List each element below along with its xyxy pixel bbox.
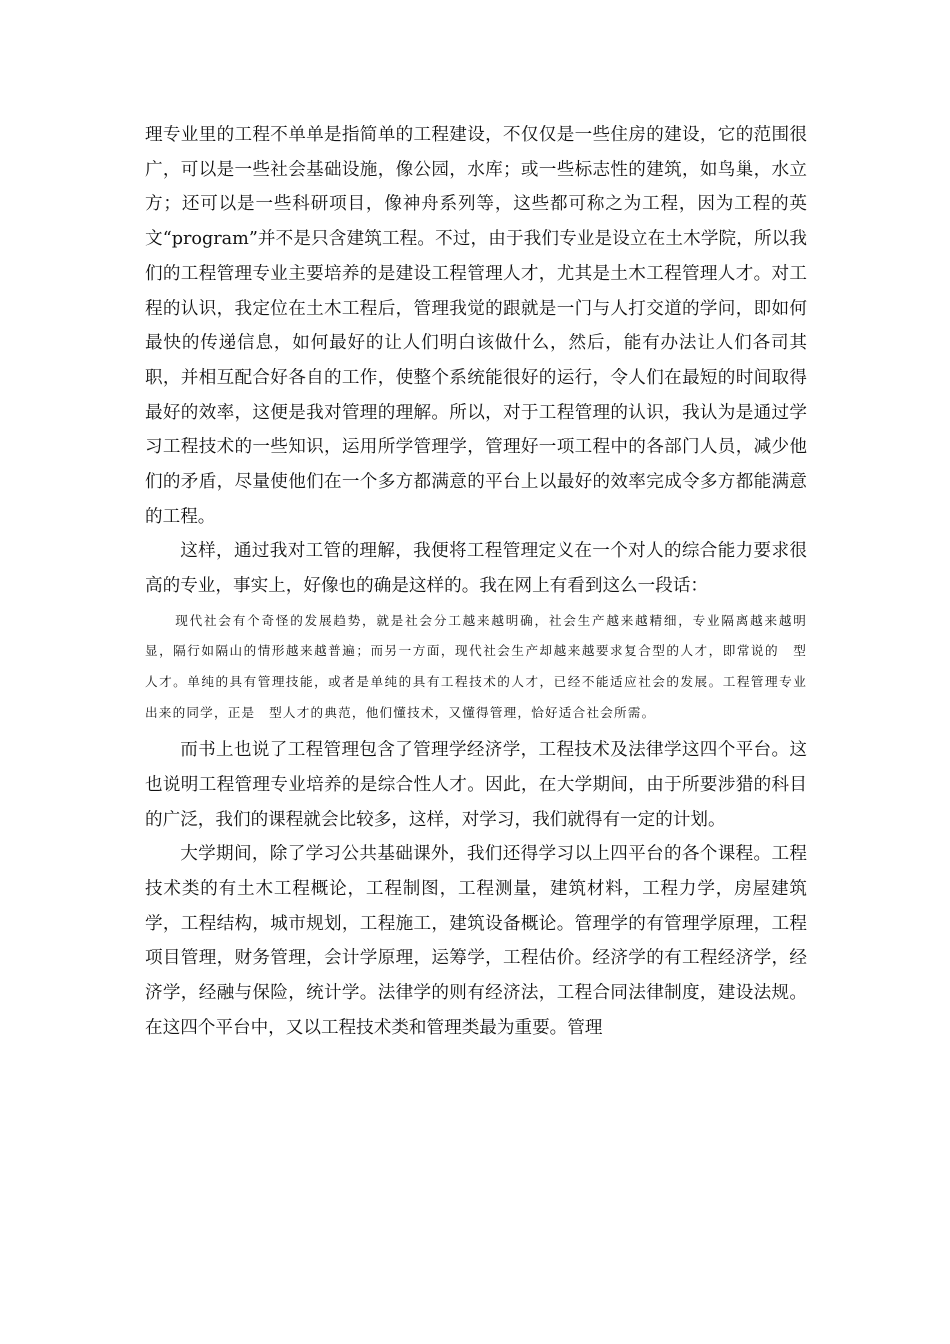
document-body bbox=[145, 118, 807, 1046]
quoted-passage: 现代社会有个奇怪的发展趋势，就是社会分工越来越明确，社会生产越来越精细，专业隔离越来越明显，隔行如隔山的情形越来越普遍；而另一方面，现代社会生产却越来越要求复合型的人才，即常说的 型人才。单纯的具有管理技能，或者是单纯的具有工程技术的人才，已经不能适应社会的发展。工程管理专业出来的同学，正是 型人才的典范，他们懂技术，又懂得管理，恰好适合社会所需。 bbox=[145, 612, 807, 720]
paragraph-1: 理专业里的工程不单单是指简单的工程建设，不仅仅是一些住房的建设，它的范围很广，可以是一些社会基础设施，像公园，水库；或一些标志性的建筑，如鸟巢，水立方；还可以是一些科研项目，像神舟系列等，这些都可称之为工程，因为工程的英文“program”并不是只含建筑工程。不过，由于我们专业是设立在土木学院，所以我们的工程管理专业主要培养的是建设工程管理人才，尤其是土木工程管理人才。对工程的认识，我定位在土木工程后，管理我觉的跟就是一门与人打交道的学问，即如何最快的传递信息，如何最好的让人们明白该做什么，然后，能有办法让人们各司其职，并相互配合好各自的工作，使整个系统能很好的运行，令人们在最短的时间取得最好的效率，这便是我对管理的理解。所以，对于工程管理的认识，我认为是通过学习工程技术的一些知识，运用所学管理学，管理好一项工程中的各部门人员，减少他们的矛盾，尽量使他们在一个多方都满意的平台上以最好的效率完成令多方都能满意的工程。 bbox=[145, 125, 807, 527]
paragraph-3: 而书上也说了工程管理包含了管理学经济学，工程技术及法律学这四个平台。这也说明工程管理专业培养的是综合性人才。因此，在大学期间，由于所要涉猎的科目的广泛，我们的课程就会比较多，这样，对学习，我们就得有一定的计划。 bbox=[145, 740, 807, 830]
paragraph-2: 这样，通过我对工管的理解，我便将工程管理定义在一个对人的综合能力要求很高的专业，事实上，好像也的确是这样的。我在网上有看到这么一段话： bbox=[145, 541, 807, 597]
paragraph-4: 大学期间，除了学习公共基础课外，我们还得学习以上四平台的各个课程。工程技术类的有土木工程概论，工程制图，工程测量，建筑材料，工程力学，房屋建筑学，工程结构，城市规划，工程施工，建筑设备概论。管理学的有管理学原理，工程项目管理，财务管理，会计学原理，运筹学，工程估价。经济学的有工程经济学，经济学，经融与保险，统计学。法律学的则有经济法，工程合同法律制度，建设法规。在这四个平台中，又以工程技术类和管理类最为重要。管理 bbox=[145, 844, 807, 1038]
